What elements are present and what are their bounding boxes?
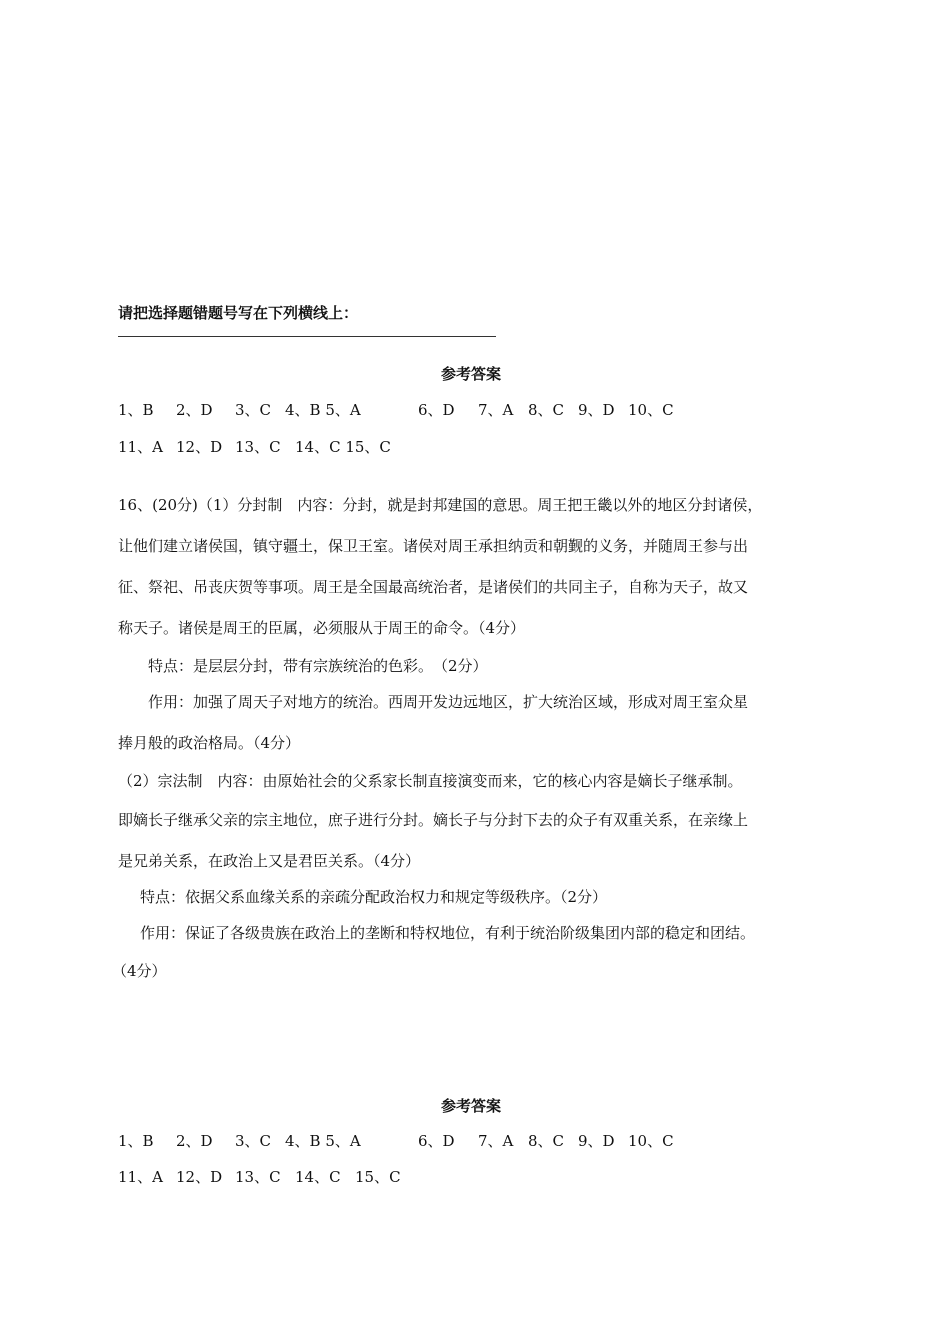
answer-item: 3、C	[235, 1132, 272, 1150]
q16-line: 特点：依据父系血缘关系的亲疏分配政治权力和规定等级秩序。（2分）	[140, 888, 608, 906]
instruction-text: 请把选择题错题号写在下列横线上：	[118, 304, 359, 322]
answer-item: 7、A	[478, 1132, 514, 1150]
answer-item: 13、C	[235, 1168, 281, 1186]
answer-item: 12、D	[176, 1168, 223, 1186]
answer-item: 10、C	[628, 401, 674, 419]
answer-item: 6、D	[418, 401, 455, 419]
answer-blank-line	[118, 336, 496, 337]
answer-item: 8、C	[528, 401, 565, 419]
answer-item: 9、D	[578, 1132, 615, 1150]
answer-item: 14、C	[295, 1168, 341, 1186]
answer-item: 13、C	[235, 438, 281, 456]
answer-item: 2、D	[176, 1132, 213, 1150]
q16-line: 作用：保证了各级贵族在政治上的垄断和特权地位，有利于统治阶级集团内部的稳定和团结。	[140, 924, 756, 942]
answer-item: 7、A	[478, 401, 514, 419]
answer-item: 9、D	[578, 401, 615, 419]
answer-item: 8、C	[528, 1132, 565, 1150]
answer-item: 15、C	[355, 1168, 401, 1186]
q16-line: 即嫡长子继承父亲的宗主地位，庶子进行分封。嫡长子与分封下去的众子有双重关系，在亲缘上	[118, 811, 749, 829]
q16-line: 特点：是层层分封，带有宗族统治的色彩。 （2分）	[148, 657, 488, 675]
answer-item: 1、B	[118, 401, 154, 419]
answer-item: 10、C	[628, 1132, 674, 1150]
q16-line: 称天子。诸侯是周王的臣属，必须服从于周王的命令。（4分）	[118, 619, 526, 637]
q16-line: 捧月般的政治格局。（4分）	[118, 734, 301, 752]
answer-item: 11、A	[118, 1168, 163, 1186]
answer-item: 2、D	[176, 401, 213, 419]
q16-line: 16、(20分)（1）分封制 内容：分封，就是封邦建国的意思。周王把王畿以外的地区分封诸侯，	[118, 496, 763, 514]
answer-item: 1、B	[118, 1132, 154, 1150]
q16-line: 征、祭祀、吊丧庆贺等事项。周王是全国最高统治者，是诸侯们的共同主子，自称为天子，故又	[118, 578, 749, 596]
answer-item: 11、A	[118, 438, 163, 456]
q16-line: （4分）	[112, 962, 167, 980]
answer-item: 4、B 5、A	[285, 1132, 361, 1150]
answer-key-title: 参考答案	[441, 365, 502, 383]
answer-item: 3、C	[235, 401, 272, 419]
answer-item: 12、D	[176, 438, 223, 456]
answer-item: 4、B 5、A	[285, 401, 361, 419]
q16-line: （2）宗法制 内容：由原始社会的父系家长制直接演变而来，它的核心内容是嫡长子继承制。	[118, 772, 743, 790]
answer-key-title-2: 参考答案	[441, 1097, 502, 1115]
q16-line: 作用：加强了周天子对地方的统治。西周开发边远地区，扩大统治区域，形成对周王室众星	[148, 693, 749, 711]
q16-line: 是兄弟关系，在政治上又是君臣关系。（4分）	[118, 852, 421, 870]
q16-line: 让他们建立诸侯国，镇守疆土，保卫王室。诸侯对周王承担纳贡和朝觐的义务，并随周王参与出	[118, 537, 749, 555]
answer-item: 14、C 15、C	[295, 438, 391, 456]
answer-item: 6、D	[418, 1132, 455, 1150]
